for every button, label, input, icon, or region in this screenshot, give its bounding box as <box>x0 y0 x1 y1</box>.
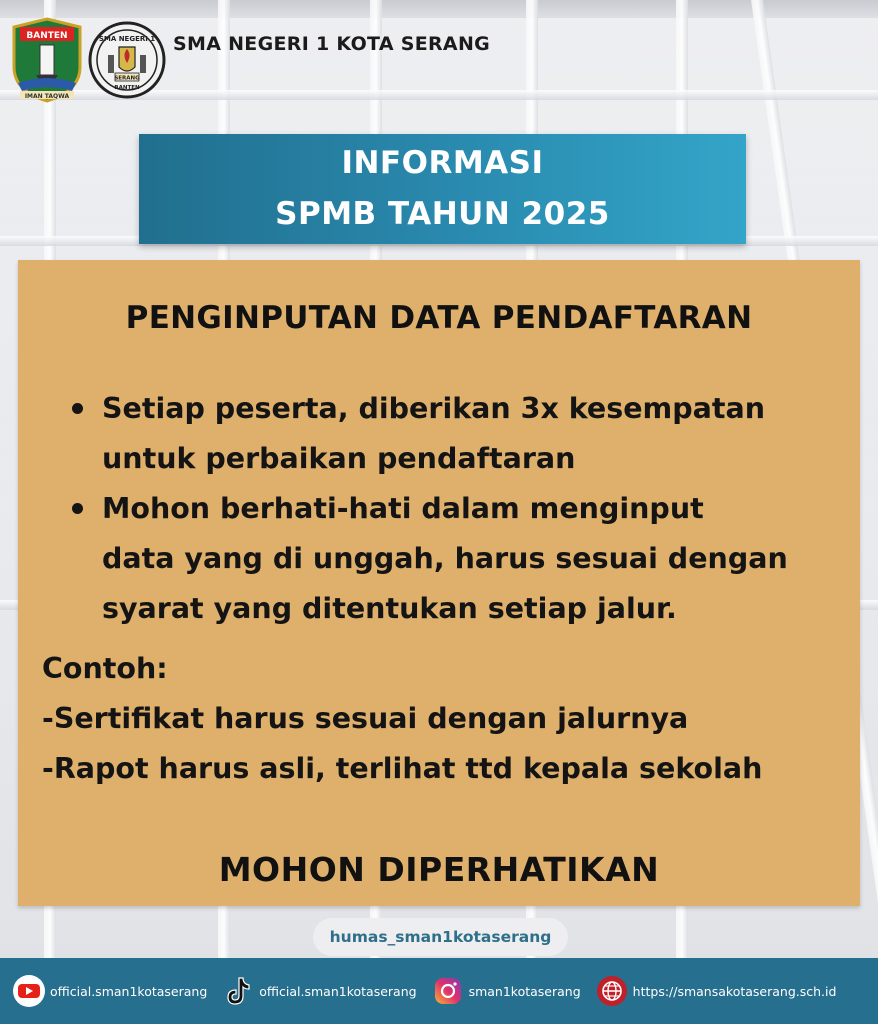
globe-icon <box>595 974 629 1008</box>
instagram-label: sman1kotaserang <box>468 983 581 999</box>
bullet-icon <box>72 503 83 514</box>
bullet-list <box>70 384 850 634</box>
example-label: Contoh: <box>42 652 168 685</box>
list-item: Setiap peserta, diberikan 3x kesempatan untuk perbaikan pendaftaran <box>70 384 850 484</box>
tiktok-icon <box>221 974 255 1008</box>
instagram-link[interactable] <box>431 974 581 1008</box>
footer-social-bar <box>0 958 878 1024</box>
instagram-icon <box>431 974 465 1008</box>
svg-text:BANTEN: BANTEN <box>26 31 68 41</box>
banner-title-line-1: INFORMASI <box>341 145 544 181</box>
svg-text:IMAN TAQWA: IMAN TAQWA <box>24 93 70 100</box>
svg-text:BANTEN: BANTEN <box>114 85 140 91</box>
title-banner <box>139 134 746 244</box>
banner-title-line-2: SPMB TAHUN 2025 <box>275 196 610 232</box>
school-name: SMA NEGERI 1 KOTA SERANG <box>173 33 491 55</box>
instagram-handle-pill: humas_sman1kotaserang <box>313 918 568 956</box>
header <box>10 14 166 106</box>
tiktok-label: official.sman1kotaserang <box>259 983 417 999</box>
example-item: -Sertifikat harus sesuai dengan jalurnya <box>42 702 689 735</box>
website-label: https://smansakotaserang.sch.id <box>632 983 837 999</box>
section-heading: PENGINPUTAN DATA PENDAFTARAN <box>125 300 753 336</box>
youtube-link[interactable] <box>12 974 207 1008</box>
website-link[interactable] <box>595 974 837 1008</box>
tiktok-link[interactable] <box>221 974 416 1008</box>
youtube-icon <box>12 974 46 1008</box>
youtube-label: official.sman1kotaserang <box>50 983 208 999</box>
examples <box>42 644 852 794</box>
svg-text:SMA NEGERI 1: SMA NEGERI 1 <box>98 35 156 43</box>
svg-text:SERANG: SERANG <box>114 75 140 82</box>
bullet-icon <box>72 403 83 414</box>
closing-note: MOHON DIPERHATIKAN <box>218 850 660 889</box>
banten-province-logo <box>10 17 84 103</box>
school-logo <box>88 21 166 99</box>
example-item: -Rapot harus asli, terlihat ttd kepala sekolah <box>42 752 763 785</box>
list-item: Mohon berhati-hati dalam menginput data yang di unggah, harus sesuai dengan syarat yang ditentukan setiap jalur. <box>70 484 850 634</box>
